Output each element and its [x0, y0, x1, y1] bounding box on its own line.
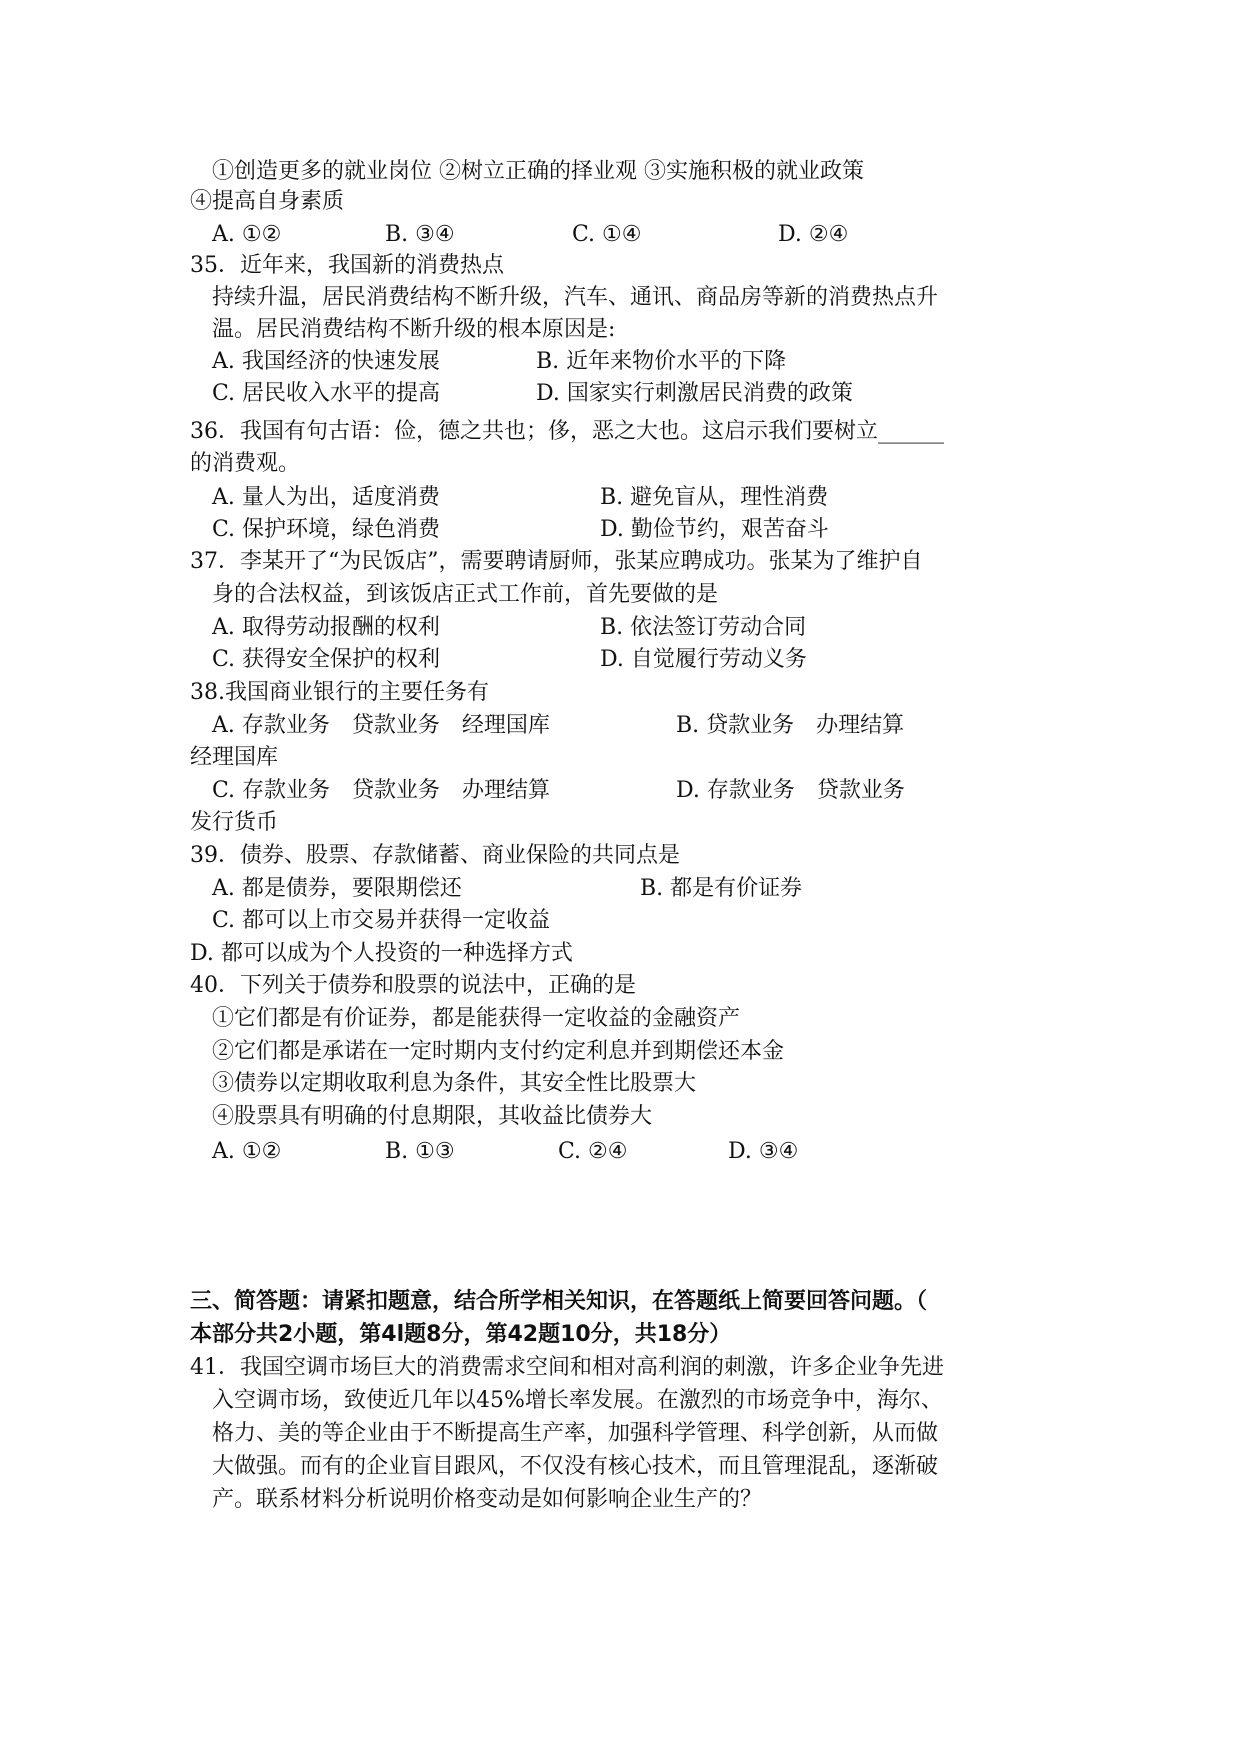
q34-option-c: C. ①④ [572, 222, 642, 247]
q35-option-b: B. 近年来物价水平的下降 [536, 349, 787, 374]
q36-option-b: B. 避免盲从，理性消费 [600, 485, 829, 510]
q40-statement-1: ①它们都是有价证券，都是能获得一定收益的金融资产 [212, 1006, 741, 1031]
q40-option-c: C. ②④ [558, 1139, 628, 1164]
q40-statement-4: ④股票具有明确的付息期限，其收益比债券大 [212, 1104, 653, 1129]
q34-statements-line2: ④提高自身素质 [190, 189, 345, 214]
q40-option-b: B. ①③ [385, 1139, 455, 1164]
q36-stem-line2: 的消费观。 [190, 451, 301, 476]
q36-option-d: D. 勤俭节约，艰苦奋斗 [600, 517, 829, 542]
q41-line-2: 入空调市场，致使近几年以45%增长率发展。在激烈的市场竞争中，海尔、 [212, 1388, 943, 1413]
q39-option-c: C. 都可以上市交易并获得一定收益 [212, 908, 551, 933]
q38-option-b: B. 贷款业务 办理结算 [676, 713, 905, 738]
q41-line-1: 41．我国空调市场巨大的消费需求空间和相对高利润的刺激，许多企业争先进 [190, 1355, 944, 1380]
q37-option-b: B. 依法签订劳动合同 [600, 615, 807, 640]
q35-option-a: A. 我国经济的快速发展 [212, 349, 440, 374]
q40-option-a: A. ①② [212, 1139, 282, 1164]
q37-stem-line1: 37．李某开了“为民饭店”，需要聘请厨师，张某应聘成功。张某为了维护自 [190, 549, 923, 574]
q38-option-b-continued: 经理国库 [190, 745, 279, 770]
q38-option-c: C. 存款业务 贷款业务 办理结算 [212, 778, 551, 803]
q35-stem-line1: 35．近年来，我国新的消费热点 [190, 253, 504, 278]
q41-line-4: 大做强。而有的企业盲目跟风，不仅没有核心技术，而且管理混乱，逐渐破 [212, 1454, 939, 1479]
q40-statement-2: ②它们都是承诺在一定时期内支付约定利息并到期偿还本金 [212, 1039, 785, 1064]
q39-option-a: A. 都是债券，要限期偿还 [212, 876, 462, 901]
section3-heading-line1: 三、简答题：请紧扣题意，结合所学相关知识，在答题纸上简要回答问题。（ [190, 1289, 928, 1314]
q38-option-d-continued: 发行货币 [190, 810, 279, 835]
q38-option-a: A. 存款业务 贷款业务 经理国库 [212, 713, 550, 738]
q41-line-5: 产。联系材料分析说明价格变动是如何影响企业生产的？ [212, 1487, 763, 1512]
q41-line-3: 格力、美的等企业由于不断提高生产率，加强科学管理、科学创新，从而做 [212, 1421, 939, 1446]
q34-option-b: B. ③④ [385, 222, 455, 247]
q37-stem-line2: 身的合法权益，到该饭店正式工作前，首先要做的是 [212, 582, 719, 607]
q34-statements-line1: ①创造更多的就业岗位 ②树立正确的择业观 ③实施积极的就业政策 [212, 159, 864, 184]
q35-option-d: D. 国家实行刺激居民消费的政策 [536, 381, 853, 406]
q35-option-c: C. 居民收入水平的提高 [212, 381, 441, 406]
q38-stem: 38.我国商业银行的主要任务有 [190, 680, 489, 705]
q37-option-a: A. 取得劳动报酬的权利 [212, 615, 440, 640]
q39-option-d: D. 都可以成为个人投资的一种选择方式 [190, 941, 573, 966]
q36-option-c: C. 保护环境，绿色消费 [212, 517, 441, 542]
q37-option-c: C. 获得安全保护的权利 [212, 647, 441, 672]
q34-option-a: A. ①② [212, 222, 282, 247]
q38-option-d: D. 存款业务 贷款业务 [676, 778, 905, 803]
q39-stem: 39．债券、股票、存款储蓄、商业保险的共同点是 [190, 843, 680, 868]
q40-stem: 40．下列关于债券和股票的说法中，正确的是 [190, 973, 636, 998]
q40-statement-3: ③债券以定期收取利息为条件，其安全性比股票大 [212, 1071, 697, 1096]
section3-heading-line2: 本部分共2小题，第4l题8分，第42题10分，共18分） [190, 1322, 732, 1347]
q34-option-d: D. ②④ [778, 222, 849, 247]
q35-stem-line2: 持续升温，居民消费结构不断升级，汽车、通讯、商品房等新的消费热点升 [212, 285, 939, 310]
q37-option-d: D. 自觉履行劳动义务 [600, 647, 807, 672]
q35-stem-line3: 温。居民消费结构不断升级的根本原因是: [212, 317, 616, 342]
q39-option-b: B. 都是有价证券 [640, 876, 803, 901]
q36-option-a: A. 量人为出，适度消费 [212, 485, 440, 510]
q40-option-d: D. ③④ [728, 1139, 799, 1164]
q36-stem-line1: 36．我国有句古语：俭，德之共也；侈，恶之大也。这启示我们要树立______ [190, 419, 944, 444]
